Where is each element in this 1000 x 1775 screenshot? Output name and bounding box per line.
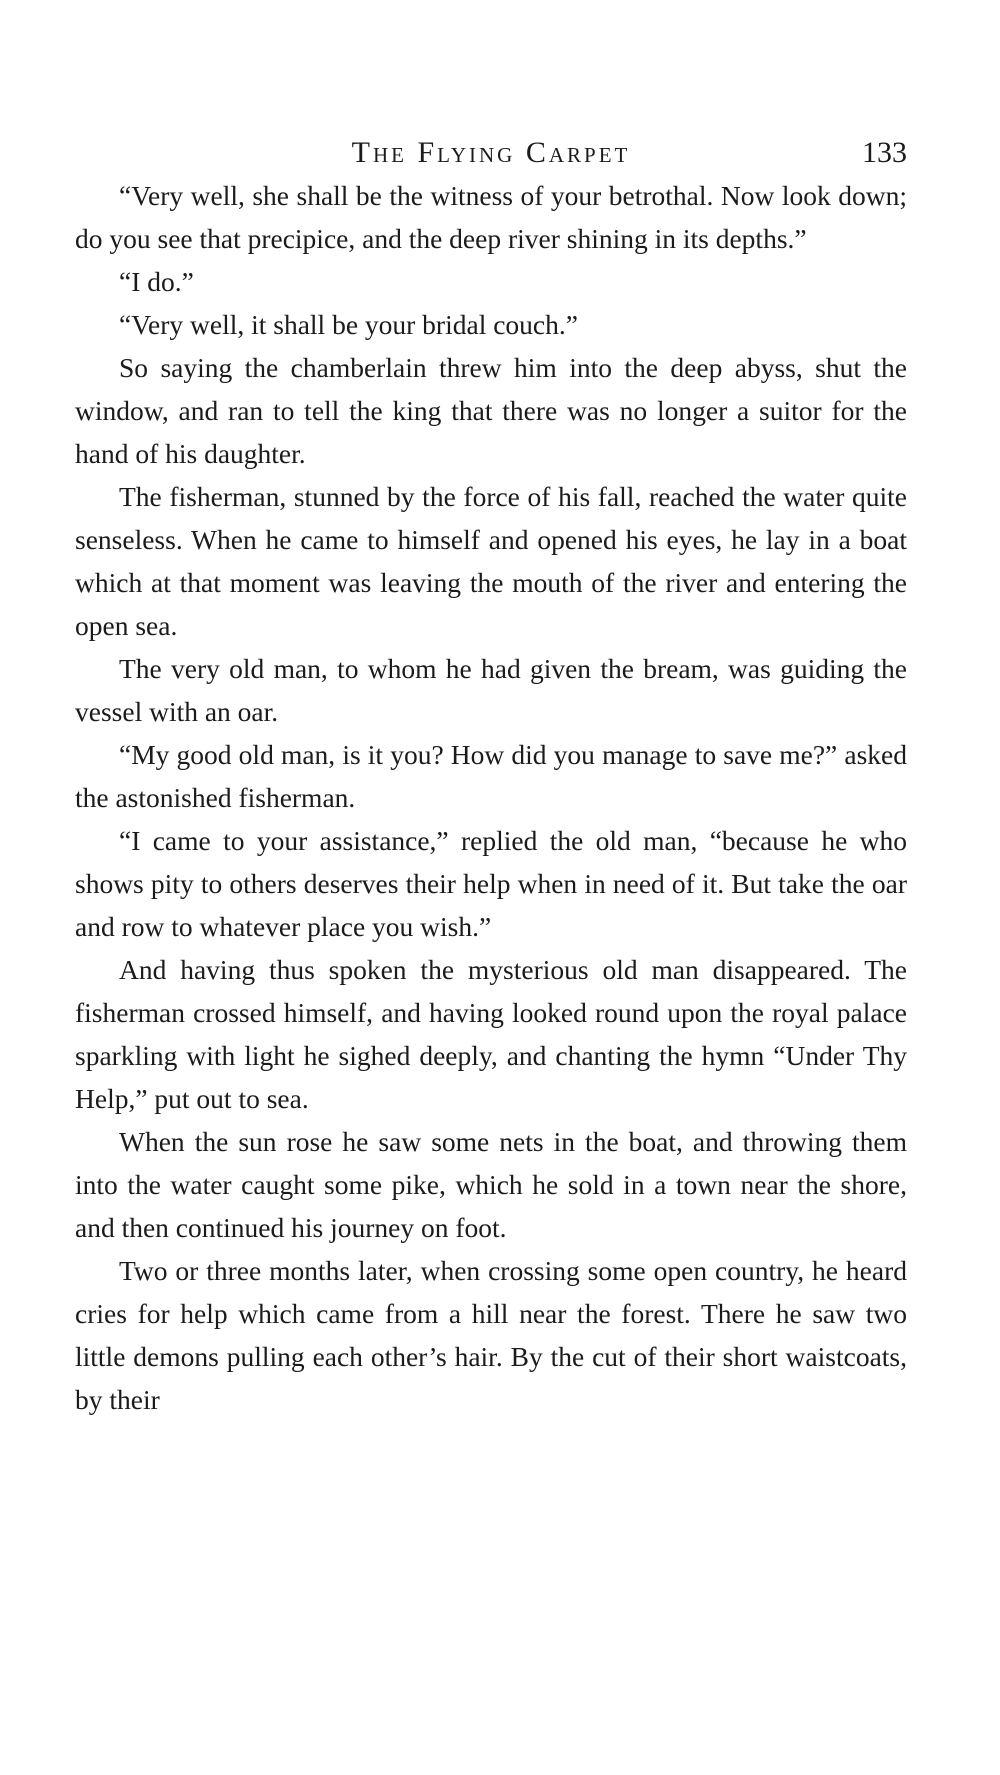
paragraph: When the sun rose he saw some nets in the boat, and throwing them into the water caught some pike, which he sold in a town near the shore, and then continued his journey on foot.: [75, 1126, 907, 1243]
paragraph: And having thus spoken the mysterious old man disappeared. The fisherman crossed himself, and having looked round upon the royal palace sparkling with light he sighed deeply, and chanting the hymn “Under Thy Help,” put out to sea.: [75, 954, 907, 1114]
paragraph: The fisherman, stunned by the force of his fall, reached the water quite senseless. When he came to himself and opened his eyes, he lay in a boat which at that moment was leaving the mouth of the river and entering the open sea.: [75, 481, 907, 641]
body-text: [75, 174, 907, 1421]
book-page: [75, 120, 907, 1421]
paragraph: “I came to your assistance,” replied the old man, “because he who shows pity to others deserves their help when in need of it. But take the oar and row to whatever place you wish.”: [75, 825, 907, 942]
paragraph: “Very well, it shall be your bridal couch.”: [119, 309, 578, 340]
paragraph: So saying the chamberlain threw him into the deep abyss, shut the window, and ran to tell the king that there was no longer a suitor for the hand of his daughter.: [75, 352, 907, 469]
running-header: [75, 120, 907, 174]
paragraph: “My good old man, is it you? How did you manage to save me?” asked the astonished fisherman.: [75, 739, 907, 813]
running-title: The Flying Carpet: [351, 136, 631, 169]
paragraph: “I do.”: [119, 266, 194, 297]
paragraph: Two or three months later, when crossing some open country, he heard cries for help which came from a hill near the forest. There he saw two little demons pulling each other’s hair. By the cut of their short waistcoats, by their: [75, 1255, 907, 1415]
paragraph: “Very well, she shall be the witness of your betrothal. Now look down; do you see that precipice, and the deep river shining in its depths.”: [75, 180, 907, 254]
paragraph: The very old man, to whom he had given the bream, was guiding the vessel with an oar.: [75, 653, 907, 727]
page-number: 133: [862, 136, 907, 169]
